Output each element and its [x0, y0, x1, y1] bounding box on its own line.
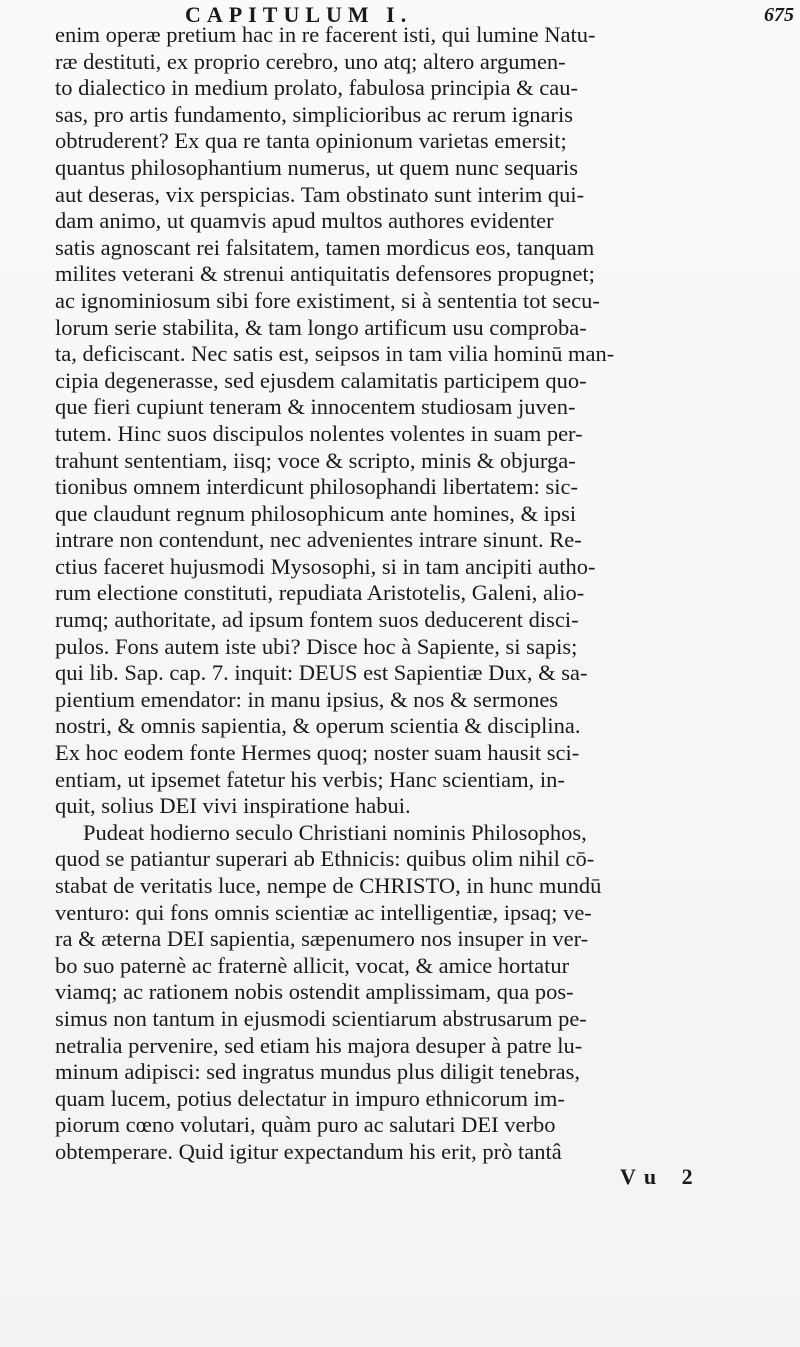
text-line: pulos. Fons autem iste ubi? Disce hoc à Sapiente, si sapis;	[55, 633, 578, 659]
text-line: minum adipisci: sed ingratus mundus plus diligit tenebras,	[55, 1059, 580, 1085]
chapter-heading: CAPITULUM I.	[185, 2, 413, 27]
text-line: obtemperare. Quid igitur expectandum his erit, prò tantâ	[55, 1138, 562, 1164]
text-line: rumq; authoritate, ad ipsum fontem suos deducerent disci-	[55, 607, 579, 633]
text-line: Ex hoc eodem fonte Hermes quoq; noster suam hausit sci-	[55, 740, 580, 766]
text-line: quod se patiantur superari ab Ethnicis: quibus olim nihil cō-	[55, 846, 595, 872]
text-line: netralia pervenire, sed etiam his majora desuper à patre lu-	[55, 1032, 583, 1058]
text-line: dam animo, ut quamvis apud multos authores evidenter	[55, 208, 554, 234]
text-line: enim operæ pretium hac in re facerent isti, qui lumine Natu-	[55, 22, 596, 47]
text-line: ac ignominiosum sibi fore existiment, si à sententia tot secu-	[55, 287, 600, 313]
text-line: aut deseras, vix perspicias. Tam obstinato sunt interim qui-	[55, 181, 585, 207]
text-line: venturo: qui fons omnis scientiæ ac intelligentiæ, ipsaq; ve-	[55, 899, 592, 925]
text-line: entiam, ut ipsemet fatetur his verbis; Hanc scientiam, in-	[55, 766, 565, 792]
text-line: pientium emendator: in manu ipsius, & nos & sermones	[55, 686, 559, 712]
body-text	[55, 22, 795, 1166]
text-line: tutem. Hinc suos discipulos nolentes volentes in suam per-	[55, 420, 583, 446]
text-line: ctius faceret hujusmodi Mysosophi, si in tam ancipiti autho-	[55, 553, 596, 579]
text-line: bo suo paternè ac fraternè allicit, vocat, & amice hortatur	[55, 952, 570, 978]
text-line: viamq; ac rationem nobis ostendit amplissimam, qua pos-	[55, 979, 574, 1005]
text-line: ta, deficiscant. Nec satis est, seipsos in tam vilia hominū man-	[55, 341, 615, 367]
text-line: cipia degenerasse, sed ejusdem calamitatis participem quo-	[55, 367, 587, 393]
text-line: Pudeat hodierno seculo Christiani nominis Philosophos,	[83, 819, 587, 845]
text-line: satis agnoscant rei falsitatem, tamen mordicus eos, tanquam	[55, 234, 595, 260]
text-line: sas, pro artis fundamento, simplicioribus ac rerum ignaris	[55, 101, 574, 127]
text-line: nostri, & omnis sapientia, & operum scientia & disciplina.	[55, 713, 581, 739]
text-line: obtruderent? Ex qua re tanta opinionum varietas emersit;	[55, 128, 567, 154]
text-line: quit, solius DEI vivi inspiratione habui.	[55, 793, 411, 819]
text-line: quam lucem, potius delectatur in impuro ethnicorum im-	[55, 1085, 565, 1111]
text-line: simus non tantum in ejusmodi scientiarum abstrusarum pe-	[55, 1005, 587, 1031]
text-line: que fieri cupiunt teneram & innocentem studiosam juven-	[55, 394, 576, 420]
text-line: quantus philosophantium numerus, ut quem nunc sequaris	[55, 154, 579, 180]
text-line: intrare non contendunt, nec advenientes intrare sinunt. Re-	[55, 527, 582, 553]
text-line: tionibus omnem interdicunt philosophandi libertatem: sic-	[55, 474, 579, 500]
text-line: qui lib. Sap. cap. 7. inquit: DEUS est Sapientiæ Dux, & sa-	[55, 660, 588, 686]
text-line: ra & æterna DEI sapientia, sæpenumero nos insuper in ver-	[55, 926, 589, 952]
catchword: Vu 2	[620, 1164, 703, 1189]
text-line: rum electione constituti, repudiata Aristotelis, Galeni, alio-	[55, 580, 585, 606]
text-line: que claudunt regnum philosophicum ante homines, & ipsi	[55, 500, 577, 526]
text-line: stabat de veritatis luce, nempe de CHRISTO, in hunc mundū	[55, 873, 602, 898]
page-number: 675	[764, 4, 794, 26]
text-line: to dialectico in medium prolato, fabulosa principia & cau-	[55, 75, 578, 101]
text-line: ræ destituti, ex proprio cerebro, uno atq; altero argumen-	[55, 48, 566, 74]
text-line: lorum serie stabilita, & tam longo artificum usu comproba-	[55, 314, 587, 340]
text-line: piorum cœno volutari, quàm puro ac salutari DEI verbo	[55, 1112, 556, 1138]
text-line: milites veterani & strenui antiquitatis defensores propugnet;	[55, 261, 595, 287]
text-line: trahunt sententiam, iisq; voce & scripto, minis & objurga-	[55, 447, 576, 473]
